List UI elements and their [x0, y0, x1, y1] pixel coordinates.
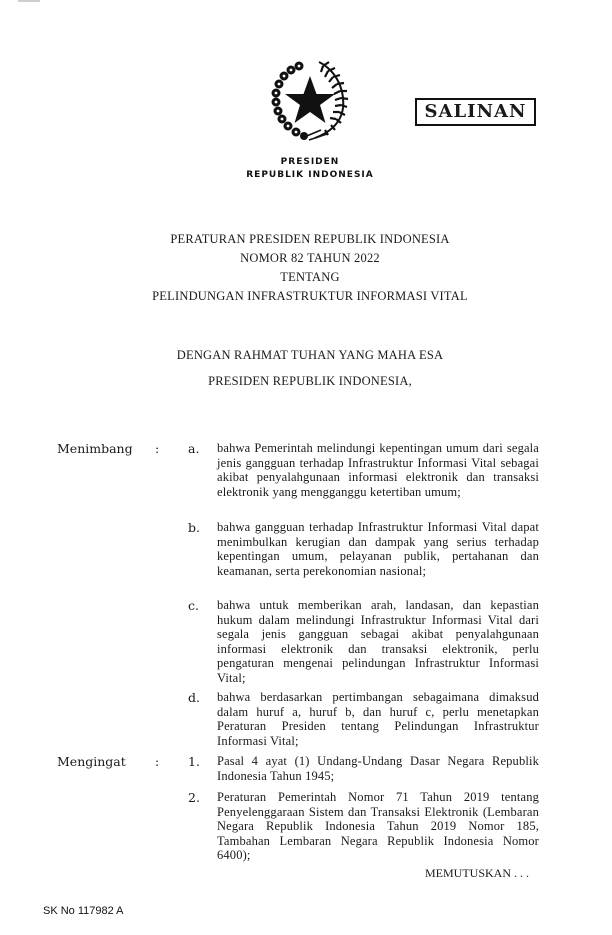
menimbang-marker-a: a.: [188, 441, 200, 456]
mengingat-label: Mengingat: [57, 754, 126, 769]
scan-artifact: [18, 0, 40, 2]
office-label-republik: REPUBLIK INDONESIA: [246, 170, 374, 180]
issuer: PRESIDEN REPUBLIK INDONESIA,: [208, 374, 412, 388]
office-label-presiden: PRESIDEN: [280, 157, 340, 167]
menimbang-marker-d: d.: [188, 690, 200, 705]
mengingat-colon: :: [155, 754, 160, 769]
menimbang-label: Menimbang: [57, 441, 133, 456]
menimbang-marker-b: b.: [188, 520, 200, 535]
menimbang-colon: :: [155, 441, 160, 456]
menimbang-marker-c: c.: [188, 598, 199, 613]
menimbang-item-d: bahwa berdasarkan pertimbangan sebagaimana dimaksud dalam huruf a, huruf b, dan huruf c, perlu menetapkan Peraturan Presiden tentang Pelindungan Infrastruktur Informasi Vital;: [217, 690, 539, 748]
menimbang-item-b: bahwa gangguan terhadap Infrastruktur Informasi Vital dapat menimbulkan kerugian dan dampak yang serius terhadap kepentingan umum, pelayanan publik, pertahanan dan keamanan, serta perekonomian nasional;: [217, 520, 539, 578]
invocation: DENGAN RAHMAT TUHAN YANG MAHA ESA: [176, 348, 444, 362]
salinan-stamp: SALINAN: [415, 98, 536, 126]
continuation-marker: MEMUTUSKAN . . .: [425, 866, 530, 880]
mengingat-item-2: Peraturan Pemerintah Nomor 71 Tahun 2019 tentang Penyelenggaraan Sistem dan Transaksi Elektronik (Lembaran Negara Republik Indonesia Tahun 2019 Nomor 185, Tambahan Lembaran Negara Republik Indonesia Nomor 6400);: [217, 790, 539, 863]
mengingat-marker-2: 2.: [188, 790, 200, 805]
menimbang-item-c: bahwa untuk memberikan arah, landasan, dan kepastian hukum dalam melindungi Infrastruktur Informasi Vital dari segala jenis gangguan sebagai akibat penyalahgunaan informasi elektronik dan transaksi elektronik, perlu pengaturan mengenai pelindungan Infrastruktur Informasi Vital;: [217, 598, 539, 685]
mengingat-item-1: Pasal 4 ayat (1) Undang-Undang Dasar Negara Republik Indonesia Tahun 1945;: [217, 754, 539, 783]
document-code: SK No 117982 A: [43, 905, 124, 917]
regulation-type: PERATURAN PRESIDEN REPUBLIK INDONESIA: [170, 232, 450, 246]
menimbang-item-a: bahwa Pemerintah melindungi kepentingan umum dari segala jenis gangguan terhadap Infrastruktur Informasi Vital sebagai akibat penyalahgunaan informasi elektronik dan transaksi elektronik yang mengganggu ketertiban umum;: [217, 441, 539, 499]
regulation-number: NOMOR 82 TAHUN 2022: [240, 251, 380, 265]
regulation-about: TENTANG: [280, 270, 340, 284]
regulation-subject: PELINDUNGAN INFRASTRUKTUR INFORMASI VITAL: [152, 289, 468, 303]
state-emblem-icon: [269, 58, 351, 142]
mengingat-marker-1: 1.: [188, 754, 200, 769]
